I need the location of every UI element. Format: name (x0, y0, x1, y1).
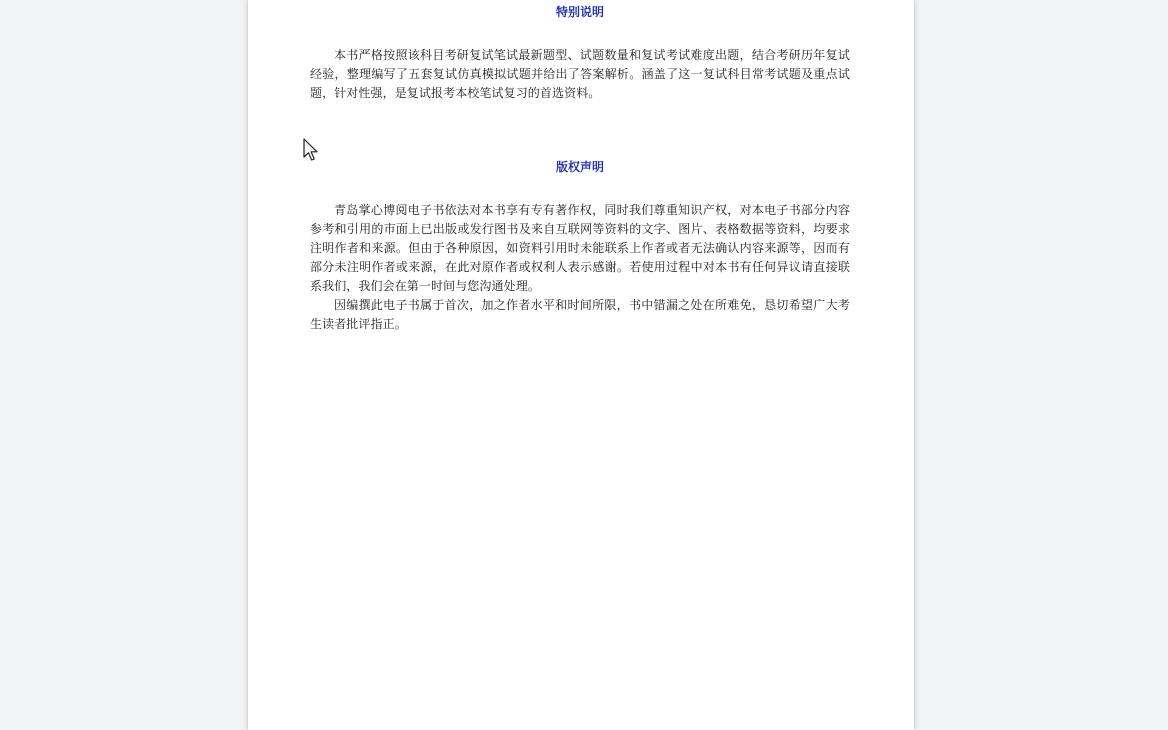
mouse-pointer-icon (303, 138, 319, 162)
document-page (248, 0, 914, 730)
special-note-title: 特别说明 (555, 5, 604, 19)
copyright-section (310, 159, 850, 334)
copyright-paragraph-1: 青岛掌心博阅电子书依法对本书享有专有著作权，同时我们尊重知识产权，对本电子书部分内容参考和引用的市面上已出版或发行图书及来自互联网等资料的文字、图片、表格数据等资料，均要求注明作者和来源。但由于各种原因，如资料引用时未能联系上作者或者无法确认内容来源等，因而有部分未注明作者或来源，在此对原作者或权利人表示感谢。若使用过程中对本书有任何异议请直接联系我们，我们会在第一时间与您沟通处理。 (310, 203, 850, 293)
copyright-title: 版权声明 (555, 160, 604, 174)
special-note-paragraph: 本书严格按照该科目考研复试笔试最新题型、试题数量和复试考试难度出题，结合考研历年复试经验，整理编写了五套复试仿真模拟试题并给出了答案解析。涵盖了这一复试科目常考试题及重点试题，针对性强，是复试报考本校笔试复习的首选资料。 (310, 48, 850, 100)
special-note-section (310, 4, 850, 103)
copyright-paragraph-2: 因编撰此电子书属于首次，加之作者水平和时间所限，书中错漏之处在所难免，恳切希望广大考生读者批评指正。 (310, 298, 850, 331)
